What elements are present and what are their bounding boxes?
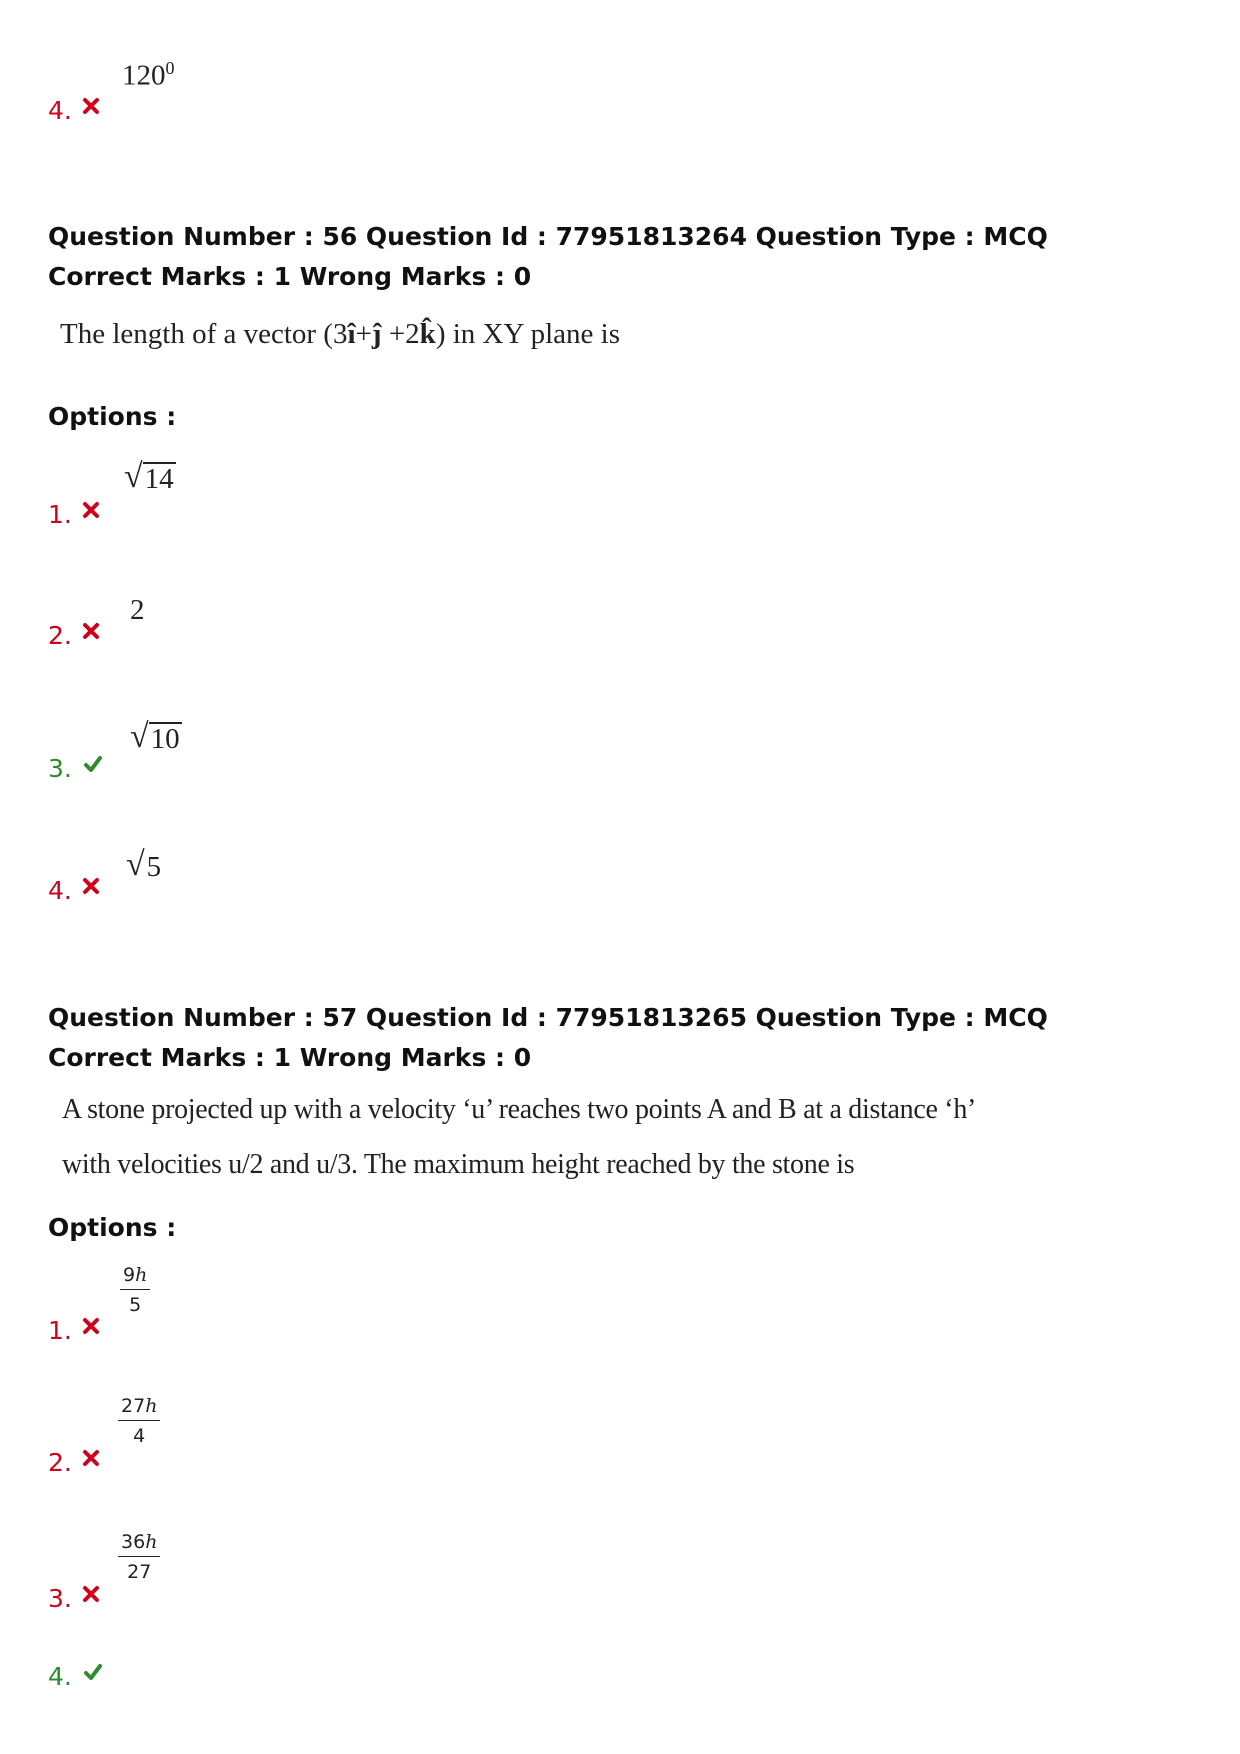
q56-option-4-value: √ 5	[126, 846, 162, 883]
q57-option-4: 4.	[48, 1662, 104, 1691]
cross-icon	[82, 1317, 100, 1335]
question-56-options-label: Options :	[48, 402, 177, 431]
question-57-options-label: Options :	[48, 1213, 177, 1242]
question-56-text: The length of a vector (3î+ĵ +2k̂) in XY plane is	[60, 318, 620, 350]
q57-option-1-value: $\frac{9h}{5}$	[120, 1264, 150, 1316]
q56-option-4: 4.	[48, 876, 100, 905]
prev-option-4: 4.	[48, 96, 100, 125]
question-56-meta: Question Number : 56 Question Id : 77951813264 Question Type : MCQ	[48, 222, 1048, 251]
q56-option-1-value: √ 14	[124, 458, 174, 495]
q57-option-1: 1.	[48, 1316, 100, 1345]
question-57-marks: Correct Marks : 1 Wrong Marks : 0	[48, 1043, 532, 1072]
cross-icon	[82, 877, 100, 895]
q56-option-3-value: √ 10	[130, 718, 180, 755]
check-icon	[82, 1663, 104, 1681]
cross-icon	[82, 1449, 100, 1467]
q57-option-2-value: $\frac{27h}{4}$	[118, 1395, 160, 1447]
cross-icon	[82, 97, 100, 115]
question-57-text-line-1: A stone projected up with a velocity ‘u’ reaches two points A and B at a distance ‘h’	[62, 1094, 977, 1125]
prev-option-4-value: $120^0$	[122, 58, 175, 92]
check-icon	[82, 755, 104, 773]
q56-option-2: 2.	[48, 621, 100, 650]
cross-icon	[82, 501, 100, 519]
q56-option-3: 3.	[48, 754, 104, 783]
question-57-text-line-2: with velocities u/2 and u/3. The maximum height reached by the stone is	[62, 1149, 855, 1180]
q56-option-1: 1.	[48, 500, 100, 529]
q57-option-3-value: $\frac{36h}{27}$	[118, 1531, 160, 1583]
cross-icon	[82, 1585, 100, 1603]
q57-option-2: 2.	[48, 1448, 100, 1477]
cross-icon	[82, 622, 100, 640]
q57-option-3: 3.	[48, 1584, 100, 1613]
question-56-marks: Correct Marks : 1 Wrong Marks : 0	[48, 262, 532, 291]
q56-option-2-value: 2	[130, 594, 145, 626]
question-57-meta: Question Number : 57 Question Id : 77951813265 Question Type : MCQ	[48, 1003, 1048, 1032]
